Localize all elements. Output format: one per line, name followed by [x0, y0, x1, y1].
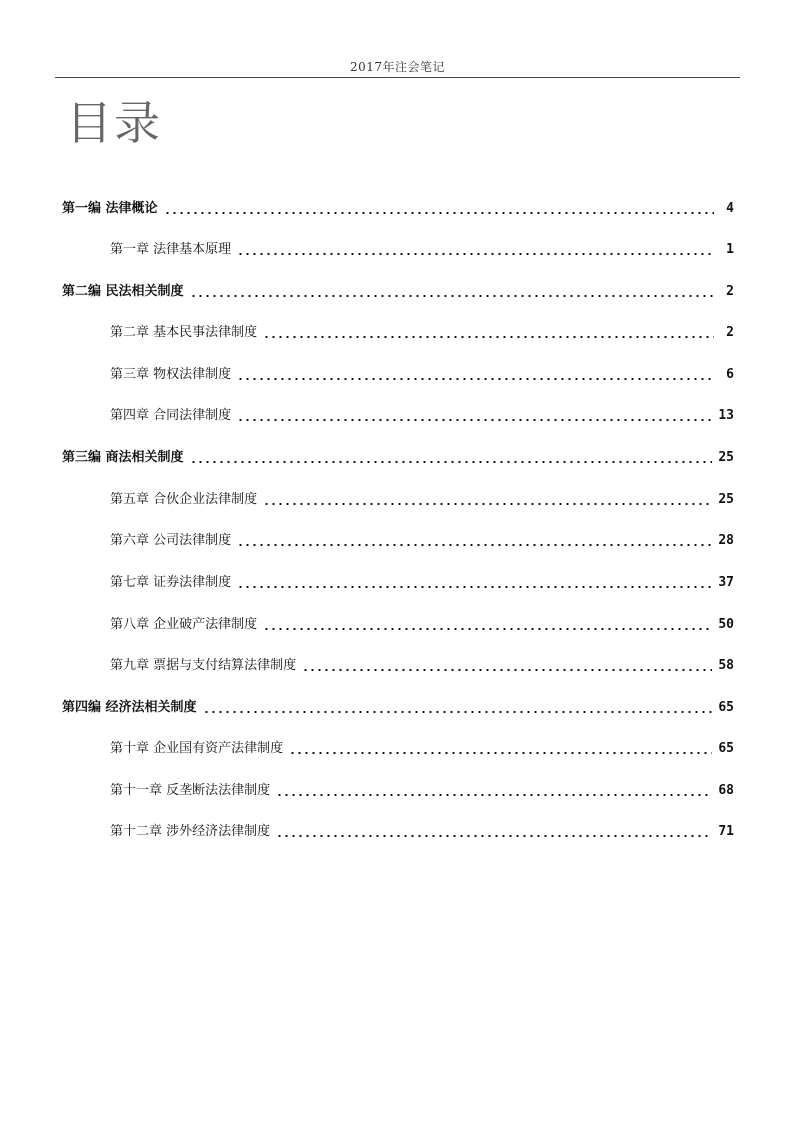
toc-entry-label: 第一章 法律基本原理	[110, 242, 232, 257]
toc-entry-label: 第二编 民法相关制度	[62, 284, 184, 299]
toc-entry-label: 第三章 物权法律制度	[110, 367, 232, 382]
header-rule	[55, 77, 740, 78]
toc-entry-page-number: 37	[718, 575, 734, 590]
toc-entry-chapter-7[interactable]	[110, 569, 734, 591]
toc-entry-page-number: 4	[726, 201, 734, 216]
dot-leader	[263, 628, 712, 630]
toc-entry-page-number: 2	[726, 325, 734, 340]
toc-entry-part-2[interactable]	[62, 278, 734, 300]
toc-entry-label: 第四章 合同法律制度	[110, 408, 232, 423]
toc-entry-chapter-5[interactable]	[110, 486, 734, 508]
toc-entry-chapter-8[interactable]	[110, 611, 734, 633]
toc-entry-label: 第九章 票据与支付结算法律制度	[110, 658, 297, 673]
dot-leader	[237, 544, 712, 546]
toc-entry-chapter-12[interactable]	[110, 818, 734, 840]
toc-entry-page-number: 65	[718, 700, 734, 715]
toc-entry-page-number: 25	[718, 492, 734, 507]
toc-entry-label: 第六章 公司法律制度	[110, 533, 232, 548]
toc-entry-chapter-11[interactable]	[110, 777, 734, 799]
toc-entry-page-number: 71	[718, 824, 734, 839]
toc-entry-chapter-9[interactable]	[110, 652, 734, 674]
toc-entry-page-number: 68	[718, 783, 734, 798]
toc-entry-label: 第五章 合伙企业法律制度	[110, 492, 258, 507]
toc-entry-label: 第三编 商法相关制度	[62, 450, 184, 465]
dot-leader	[164, 212, 714, 214]
toc-entry-page-number: 58	[718, 658, 734, 673]
toc-entry-label: 第八章 企业破产法律制度	[110, 617, 258, 632]
toc-entry-chapter-4[interactable]	[110, 402, 734, 424]
dot-leader	[203, 711, 713, 713]
toc-entry-page-number: 6	[726, 367, 734, 382]
dot-leader	[237, 378, 714, 380]
toc-entry-label: 第十一章 反垄断法法律制度	[110, 783, 271, 798]
toc-entry-page-number: 28	[718, 533, 734, 548]
toc-entry-chapter-3[interactable]	[110, 361, 734, 383]
toc-entry-label: 第十二章 涉外经济法律制度	[110, 824, 271, 839]
dot-leader	[263, 336, 714, 338]
dot-leader	[237, 419, 712, 421]
dot-leader	[237, 586, 712, 588]
toc-entry-label: 第七章 证券法律制度	[110, 575, 232, 590]
dot-leader	[276, 794, 712, 796]
toc-title: 目录	[66, 96, 162, 150]
toc-entry-label: 第四编 经济法相关制度	[62, 700, 197, 715]
toc-entry-label: 第二章 基本民事法律制度	[110, 325, 258, 340]
toc-entry-page-number: 2	[726, 284, 734, 299]
toc-entry-part-4[interactable]	[62, 694, 734, 716]
toc-entry-page-number: 50	[718, 617, 734, 632]
dot-leader	[276, 835, 712, 837]
toc-entry-page-number: 1	[726, 242, 734, 257]
dot-leader	[302, 669, 712, 671]
toc-entry-part-3[interactable]	[62, 444, 734, 466]
dot-leader	[289, 752, 712, 754]
running-header: 2017年注会笔记	[349, 60, 446, 74]
toc-entry-page-number: 65	[718, 741, 734, 756]
toc-entry-label: 第十章 企业国有资产法律制度	[110, 741, 284, 756]
toc-entry-chapter-2[interactable]	[110, 319, 734, 341]
dot-leader	[190, 295, 714, 297]
toc-entry-part-1[interactable]	[62, 195, 734, 217]
toc-entry-chapter-10[interactable]	[110, 735, 734, 757]
dot-leader	[237, 253, 714, 255]
toc-entry-chapter-6[interactable]	[110, 527, 734, 549]
toc-entry-label: 第一编 法律概论	[62, 201, 158, 216]
toc-entry-page-number: 13	[718, 408, 734, 423]
toc-entry-page-number: 25	[718, 450, 734, 465]
toc-entry-chapter-1[interactable]	[110, 236, 734, 258]
dot-leader	[190, 461, 713, 463]
dot-leader	[263, 503, 712, 505]
